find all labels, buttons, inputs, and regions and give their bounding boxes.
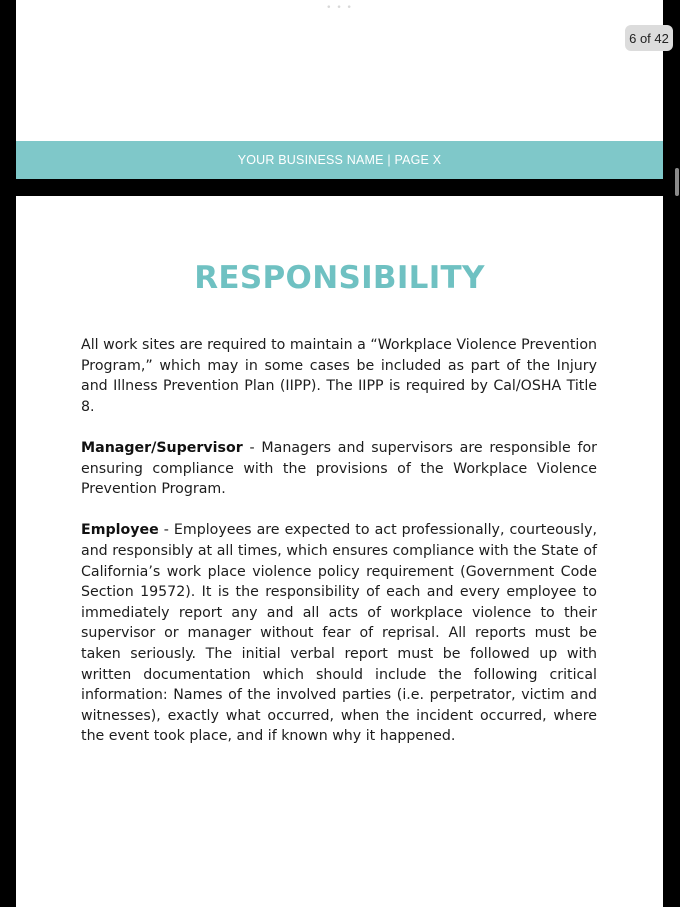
paragraph-text: - Managers and supervisors are responsible for ensuring compliance with the provisions of the Workplace Violence Prevention Program. [81, 439, 597, 498]
previous-page [16, 0, 663, 179]
current-page [16, 196, 663, 907]
page-footer-band [16, 141, 663, 179]
drag-handle-icon[interactable]: • • • [326, 3, 353, 13]
scrollbar-thumb[interactable] [675, 168, 679, 196]
page-counter-badge: 6 of 42 [625, 25, 673, 51]
page-title: RESPONSIBILITY [194, 260, 485, 296]
paragraph-manager [81, 438, 597, 500]
paragraph-intro [81, 335, 597, 417]
paragraph-heading: Employee [81, 522, 159, 539]
paragraph-heading: Manager/Supervisor [81, 439, 243, 456]
paragraph-text: All work sites are required to maintain a “Workplace Violence Prevention Program,” which may in some cases be included as part of the Injury and Illness Prevention Plan (IIPP). The IIPP is required by Cal/OSHA Title 8. [81, 337, 597, 415]
paragraph-employee [81, 520, 597, 747]
paragraph-text: - Employees are expected to act professionally, courteously, and responsibly at all times, which ensures compliance with the State of California’s work place violence policy requirement (Government Code Section 19572). It is the responsibility of each and every employee to immediately report any and all acts of workplace violence to their supervisor or manager without fear of reprisal. All reports must be taken seriously. The initial verbal report must be followed up with written documentation which should include the following critical information: Names of the involved parties (i.e. perpetrator, victim and witnesses), exactly what occurred, when the incident occurred, where the event took place, and if known why it happened. [81, 522, 597, 745]
page-footer-text: YOUR BUSINESS NAME | PAGE X [237, 153, 442, 167]
page-body [81, 335, 597, 767]
